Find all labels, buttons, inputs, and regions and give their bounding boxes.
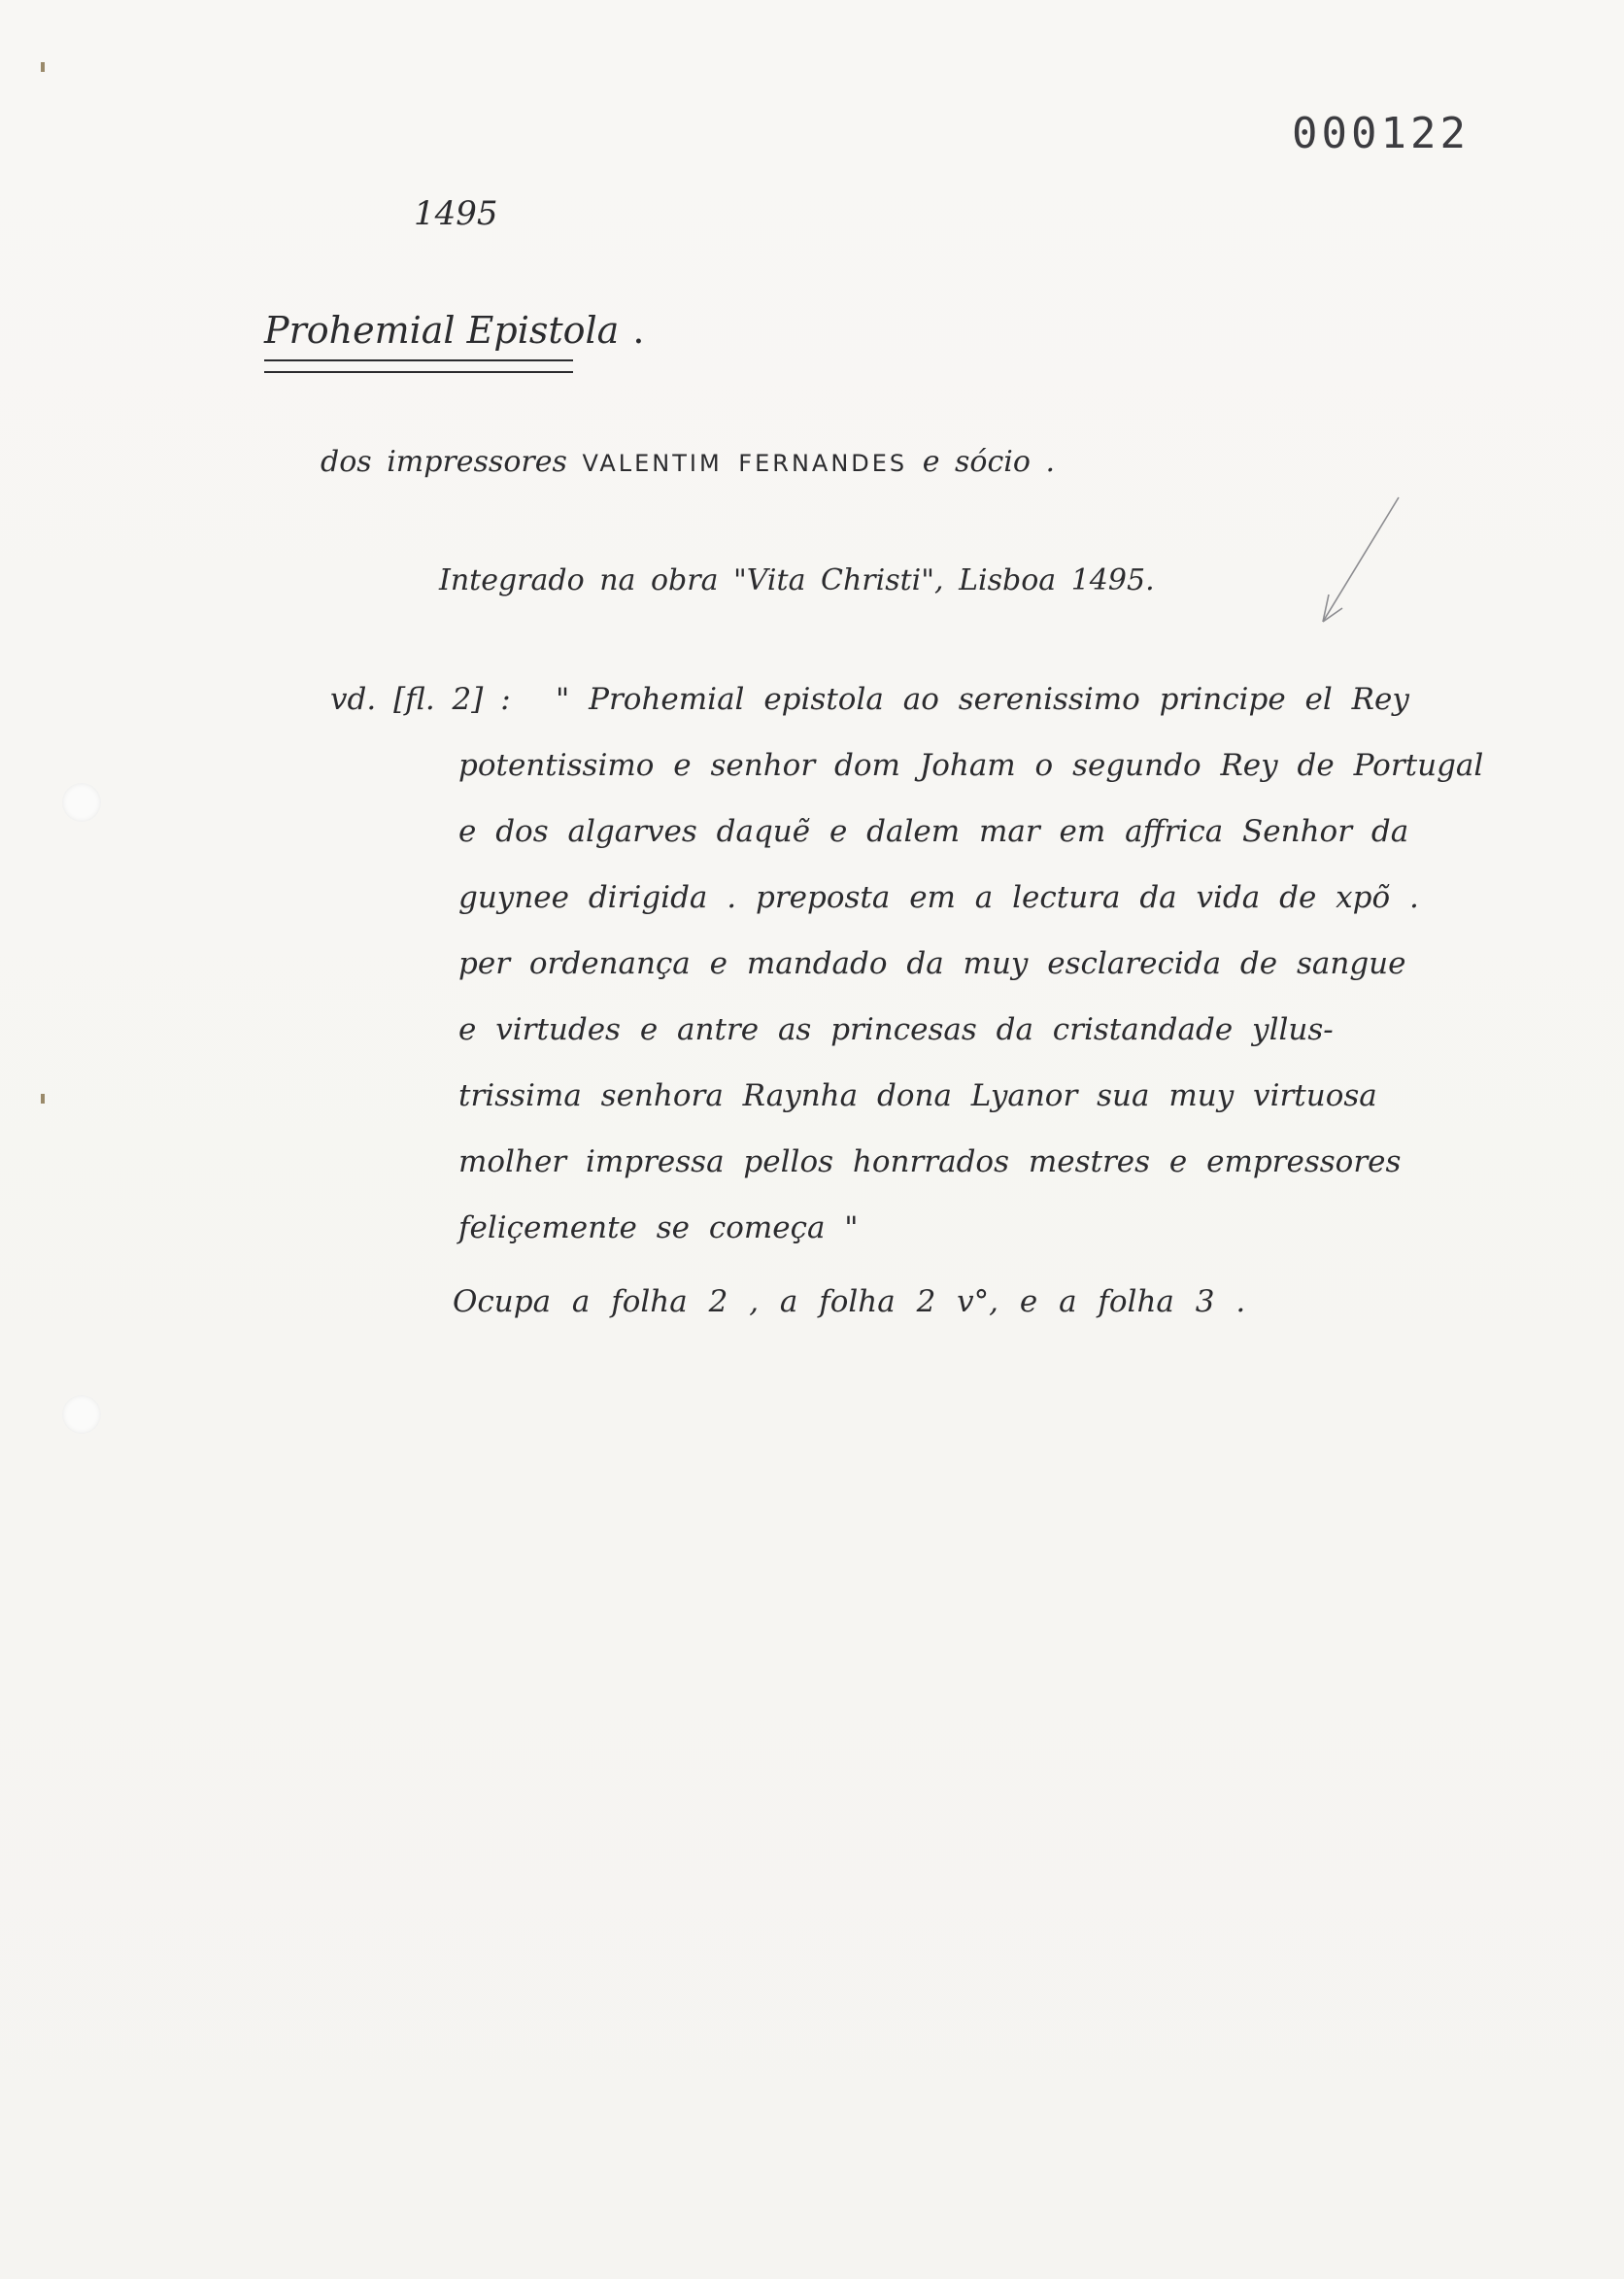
margin-mark bbox=[41, 62, 45, 72]
title-period: . bbox=[632, 309, 645, 352]
punch-hole-bottom bbox=[62, 1395, 101, 1434]
printers-prefix: dos impressores bbox=[321, 445, 567, 479]
quote-line: e dos algarves daquẽ e dalem mar em affrica Senhor da bbox=[458, 814, 1409, 849]
printer-name: VALENTIM FERNANDES bbox=[582, 450, 908, 477]
printers-suffix: e sócio . bbox=[922, 445, 1055, 479]
quote-line: potentissimo e senhor dom Joham o segundo Rey de Portugal bbox=[458, 748, 1484, 783]
punch-hole-top bbox=[62, 783, 101, 822]
archive-stamp-number: 000122 bbox=[1292, 109, 1470, 158]
title-double-underline bbox=[264, 359, 573, 373]
printers-line bbox=[321, 445, 1055, 479]
quote-line: e virtudes e antre as princesas da cristandade yllus- bbox=[458, 1012, 1334, 1047]
quote-line: " Prohemial epistola ao serenissimo principe el Rey bbox=[556, 682, 1409, 717]
quote-line: guynee dirigida . preposta em a lectura da vida de xpõ . bbox=[458, 880, 1419, 915]
folio-occupation-note: Ocupa a folha 2 , a folha 2 v°, e a folha 3 . bbox=[453, 1284, 1246, 1319]
quote-line: feliçemente se começa " bbox=[458, 1210, 859, 1245]
quote-line: trissima senhora Raynha dona Lyanor sua muy virtuosa bbox=[458, 1078, 1377, 1113]
quote-line: per ordenança e mandado da muy esclarecida de sangue bbox=[458, 946, 1406, 981]
integrated-note: Integrado na obra "Vita Christi", Lisboa 1495. bbox=[439, 563, 1155, 597]
document-year: 1495 bbox=[414, 194, 498, 233]
folio-reference: vd. [fl. 2] : bbox=[330, 682, 511, 717]
quote-line: molher impressa pellos honrrados mestres e empressores bbox=[458, 1144, 1402, 1179]
pencil-arrow-mark bbox=[1309, 493, 1416, 629]
title-block bbox=[264, 309, 644, 373]
margin-mark bbox=[41, 1094, 45, 1104]
document-title: Prohemial Epistola bbox=[264, 309, 620, 352]
